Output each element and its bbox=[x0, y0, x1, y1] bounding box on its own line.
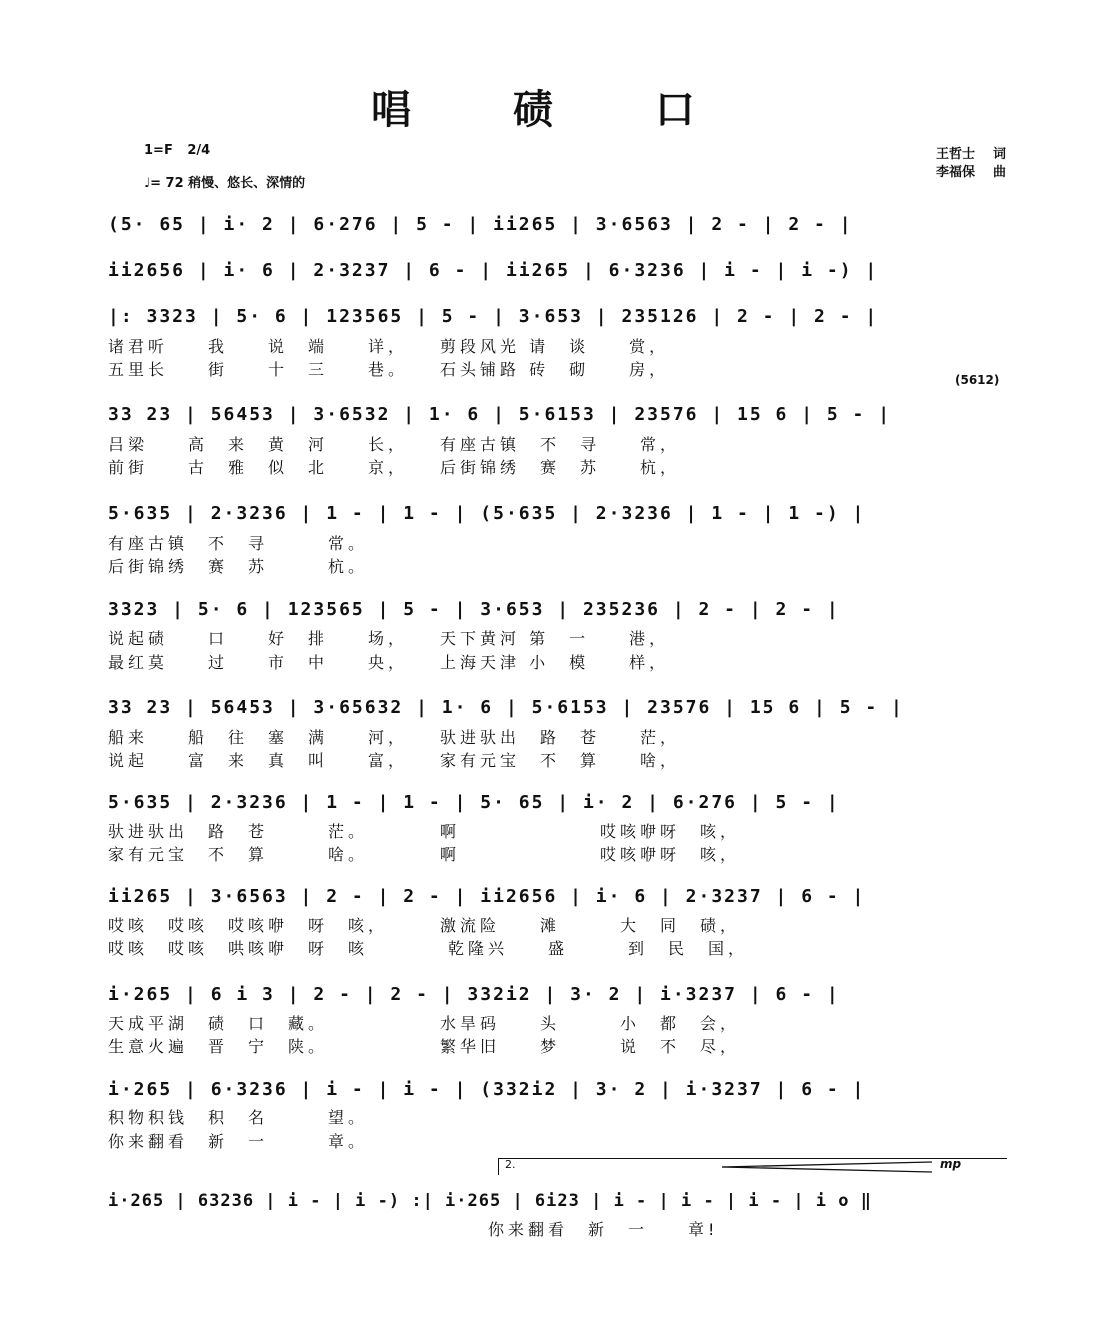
staff-system-10 bbox=[108, 980, 1008, 1010]
lyric-verse-2: 你来翻看 新 一 章。 bbox=[108, 1132, 369, 1151]
staff-system-1 bbox=[108, 210, 1008, 240]
notation-line: 3323 | 5· 6 | 123565 | 5 - | 3·653 | 235236 | 2 - | 2 - | bbox=[108, 599, 840, 620]
composer-credit bbox=[918, 164, 1006, 182]
lyric-final: 你来翻看 新 一 章! bbox=[108, 1220, 719, 1239]
notation-line: ii2656 | i· 6 | 2·3237 | 6 - | ii265 | 6·3236 | i - | i -) | bbox=[108, 260, 879, 281]
notation-line: 33 23 | 56453 | 3·6532 | 1· 6 | 5·6153 | 23576 | 15 6 | 5 - | bbox=[108, 404, 892, 425]
lyric-verse-1: 船来 船 往 塞 满 河， 驮进驮出 路 苍 茫， bbox=[108, 728, 681, 747]
dynamic-marking: mp bbox=[940, 1157, 962, 1171]
notation-line: |: 3323 | 5· 6 | 123565 | 5 - | 3·653 | 235126 | 2 - | 2 - | bbox=[108, 306, 879, 327]
composer-name: 李福保 bbox=[935, 165, 975, 180]
volta-label: 2. bbox=[505, 1158, 516, 1171]
lyric-verse-2: 五里长 街 十 三 巷。 石头铺路 砖 砌 房， bbox=[108, 360, 670, 379]
notation-line: i·265 | 6·3236 | i - | i - | (332i2 | 3· 2 | i·3237 | 6 - | bbox=[108, 1079, 866, 1100]
key-signature bbox=[144, 143, 210, 158]
composer-role: 曲 bbox=[992, 165, 1006, 180]
song-title: 唱 碛 口 bbox=[371, 86, 739, 133]
lyric-verse-2: 说起 富 来 真 叫 富， 家有元宝 不 算 啥， bbox=[108, 751, 681, 770]
lyric-verse-1: 说起碛 口 好 排 场， 天下黄河 第 一 港， bbox=[108, 629, 670, 648]
annotation-5612: (5612) bbox=[955, 373, 1000, 387]
notation-line: 33 23 | 56453 | 3·65632 | 1· 6 | 5·6153 | 23576 | 15 6 | 5 - | bbox=[108, 697, 904, 718]
time-signature: 2/4 bbox=[187, 143, 211, 158]
lyricist-role: 词 bbox=[992, 147, 1006, 162]
notation-line: i·265 | 63236 | i - | i -) :| i·265 | 6i23 | i - | i - | i - | i o ‖ bbox=[108, 1191, 872, 1211]
credits bbox=[918, 146, 1006, 182]
lyric-verse-2: 最红莫 过 市 中 央， 上海天津 小 模 样， bbox=[108, 653, 670, 672]
notation-line: 5·635 | 2·3236 | 1 - | 1 - | 5· 65 | i· 2 | 6·276 | 5 - | bbox=[108, 792, 840, 813]
key-label: 1=F bbox=[144, 143, 173, 158]
lyricist-name: 王哲士 bbox=[935, 147, 975, 162]
lyric-verse-1: 有座古镇 不 寻 常。 bbox=[108, 534, 369, 553]
staff-system-2 bbox=[108, 256, 1008, 286]
decrescendo-hairpin bbox=[722, 1160, 942, 1174]
lyric-verse-2: 家有元宝 不 算 啥。 啊 哎咳咿呀 咳， bbox=[108, 845, 741, 864]
staff-system-3 bbox=[108, 302, 1008, 332]
lyric-verse-1: 诸君听 我 说 端 详， 剪段风光 请 谈 赏， bbox=[108, 337, 670, 356]
lyric-verse-2: 哎咳 哎咳 哄咳咿 呀 咳 乾隆兴 盛 到 民 国， bbox=[108, 939, 749, 958]
lyric-verse-2: 生意火遍 晋 宁 陕。 繁华旧 梦 说 不 尽， bbox=[108, 1037, 741, 1056]
lyric-verse-1: 哎咳 哎咳 哎咳咿 呀 咳， 激流险 滩 大 同 碛， bbox=[108, 916, 741, 935]
notation-line: 5·635 | 2·3236 | 1 - | 1 - | (5·635 | 2·3236 | 1 - | 1 -) | bbox=[108, 503, 866, 524]
notation-line: (5· 65 | i· 2 | 6·276 | 5 - | ii265 | 3·6563 | 2 - | 2 - | bbox=[108, 214, 853, 235]
staff-system-6 bbox=[108, 595, 1008, 625]
lyricist-credit bbox=[918, 146, 1006, 164]
notation-line: i·265 | 6 i 3 | 2 - | 2 - | 332i2 | 3· 2 | i·3237 | 6 - | bbox=[108, 984, 840, 1005]
lyric-verse-1: 积物积钱 积 名 望。 bbox=[108, 1108, 369, 1127]
staff-system-8 bbox=[108, 788, 1008, 818]
lyric-verse-1: 吕梁 高 来 黄 河 长， 有座古镇 不 寻 常， bbox=[108, 435, 681, 454]
staff-system-7 bbox=[108, 693, 1008, 723]
staff-system-4 bbox=[108, 400, 1008, 430]
tempo-marking: ♩= 72 稍慢、悠长、深情的 bbox=[144, 176, 306, 191]
staff-system-5 bbox=[108, 499, 1008, 529]
staff-system-11 bbox=[108, 1075, 1008, 1105]
lyric-verse-1: 天成平湖 碛 口 藏。 水旱码 头 小 都 会， bbox=[108, 1014, 741, 1033]
lyric-verse-2: 后街锦绣 赛 苏 杭。 bbox=[108, 557, 369, 576]
staff-system-9 bbox=[108, 882, 1008, 912]
notation-line: ii265 | 3·6563 | 2 - | 2 - | ii2656 | i· 6 | 2·3237 | 6 - | bbox=[108, 886, 866, 907]
staff-system-12 bbox=[108, 1186, 1008, 1216]
lyric-verse-1: 驮进驮出 路 苍 茫。 啊 哎咳咿呀 咳， bbox=[108, 822, 741, 841]
lyric-verse-2: 前街 古 雅 似 北 京， 后街锦绣 赛 苏 杭， bbox=[108, 458, 681, 477]
